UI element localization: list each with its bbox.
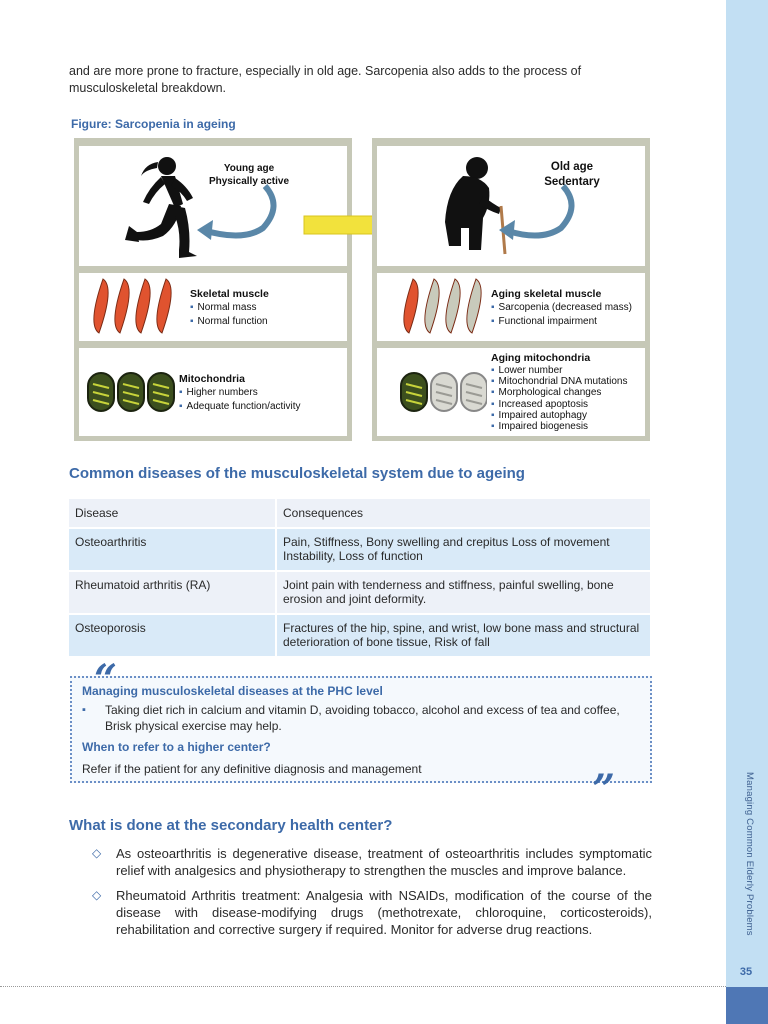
bullet-icon: ▪ (82, 704, 86, 716)
young-mito-title: Mitochondria (179, 373, 245, 385)
figure-caption: Figure: Sarcopenia in ageing (71, 117, 236, 131)
young-muscle-title: Skeletal muscle (190, 288, 269, 300)
consequences-cell: Joint pain with tenderness and stiffness, painful swelling, bone erosion and joint deformity. (276, 571, 651, 614)
list-item: ▪ Impaired biogenesis (491, 421, 628, 432)
old-header-cell (377, 146, 645, 266)
figure-panel-old (372, 138, 650, 441)
muscle-fibre (115, 279, 129, 333)
consequences-cell: Pain, Stiffness, Bony swelling and crepitus Loss of movement Instability, Loss of function (276, 528, 651, 571)
list-item: ▪ Increased apoptosis (491, 399, 628, 410)
muscle-fibre (157, 279, 171, 333)
open-quote-icon: “ (94, 656, 118, 703)
list-item: ◇ Rheumatoid Arthritis treatment: Analgesia with NSAIDs, modification of the course of the disease with disease-modifying drugs (methotrexate, chloroquine, corticosteroids), rehabilitation and corrective surgery if required. Monitor for adverse drug reactions. (92, 888, 652, 937)
refer-title: When to refer to a higher center? (82, 740, 271, 754)
old-mito-cell (377, 348, 645, 436)
list-item: ▪ Adequate function/activity (179, 400, 301, 414)
close-quote-icon: ” (592, 766, 616, 813)
muscle-fibre (136, 279, 150, 333)
old-heading: Old age Sedentary (544, 161, 600, 188)
disease-cell: Osteoporosis (69, 614, 276, 657)
figure-panel-young (74, 138, 352, 441)
young-muscle-cell (79, 273, 347, 341)
young-muscle-list (190, 301, 268, 328)
healthy-muscle-icon (79, 273, 189, 341)
phc-box-bullet: ▪ Taking diet rich in calcium and vitamin D, avoiding tobacco, alcohol and excess of tea and coffee, Brisk physical exercise may help. (82, 703, 620, 733)
secondary-list (92, 845, 652, 946)
muscle-fibre (467, 279, 481, 333)
old-muscle-cell (377, 273, 645, 341)
list-item: ▪ Impaired autophagy (491, 410, 628, 421)
table-row (69, 571, 651, 614)
chapter-strip-footer (726, 987, 768, 1024)
diseases-heading: Common diseases of the musculoskeletal system due to ageing (69, 465, 525, 482)
table-row (69, 614, 651, 657)
list-item: ▪ Sarcopenia (decreased mass) (491, 301, 632, 315)
list-item: ▪ Normal mass (190, 301, 268, 315)
secondary-heading: What is done at the secondary health center? (69, 817, 393, 834)
table-header-row (69, 499, 651, 528)
aging-muscle-icon (377, 273, 497, 341)
chapter-title: Managing Common Elderly Problems (744, 772, 755, 936)
list-item: ▪ Mitochondrial DNA mutations (491, 376, 628, 387)
footer-divider (0, 986, 726, 987)
disease-cell: Rheumatoid arthritis (RA) (69, 571, 276, 614)
list-item: ▪ Normal function (190, 315, 268, 329)
old-muscle-list (491, 301, 632, 328)
diamond-bullet-icon: ◇ (92, 846, 102, 860)
column-header-disease: Disease (69, 499, 276, 528)
disease-cell: Osteoarthritis (69, 528, 276, 571)
old-muscle-title: Aging skeletal muscle (491, 288, 602, 300)
intro-paragraph: and are more prone to fracture, especially in old age. Sarcopenia also adds to the process of musculoskeletal breakdown. (69, 64, 582, 95)
list-item: ◇ As osteoarthritis is degenerative disease, treatment of osteoarthritis includes symptomatic relief with analgesics and physiotherapy to strengthen the muscles and improve balance. (92, 846, 652, 878)
cycle-curve (505, 186, 572, 236)
table-row (69, 528, 651, 571)
aging-mitochondria-icon (377, 348, 487, 436)
muscle-fibre (446, 279, 460, 333)
cycle-curve (203, 186, 274, 236)
list-item: ▪ Morphological changes (491, 387, 628, 398)
diseases-table (69, 499, 652, 658)
muscle-fibre (425, 279, 439, 333)
phc-callout-box (70, 676, 652, 783)
page-number: 35 (739, 966, 753, 978)
muscle-fibre (94, 279, 108, 333)
list-item: ▪ Lower number (491, 365, 628, 376)
old-mito-list (491, 365, 628, 432)
young-heading: Young age Physically active (208, 163, 290, 187)
old-mito-title: Aging mitochondria (491, 352, 591, 364)
young-mito-list (179, 386, 301, 413)
muscle-fibre (404, 279, 418, 333)
young-mito-cell (79, 348, 347, 436)
diamond-bullet-icon: ◇ (92, 888, 102, 902)
consequences-cell: Fractures of the hip, spine, and wrist, low bone mass and structural deterioration of bone tissue, Risk of fall (276, 614, 651, 657)
refer-text: Refer if the patient for any definitive diagnosis and management (82, 762, 422, 776)
phc-box-title: Managing musculoskeletal diseases at the PHC level (82, 684, 383, 698)
list-item: ▪ Higher numbers (179, 386, 301, 400)
list-item: ▪ Functional impairment (491, 315, 632, 329)
column-header-consequences: Consequences (276, 499, 651, 528)
healthy-mitochondria-icon (79, 348, 179, 436)
